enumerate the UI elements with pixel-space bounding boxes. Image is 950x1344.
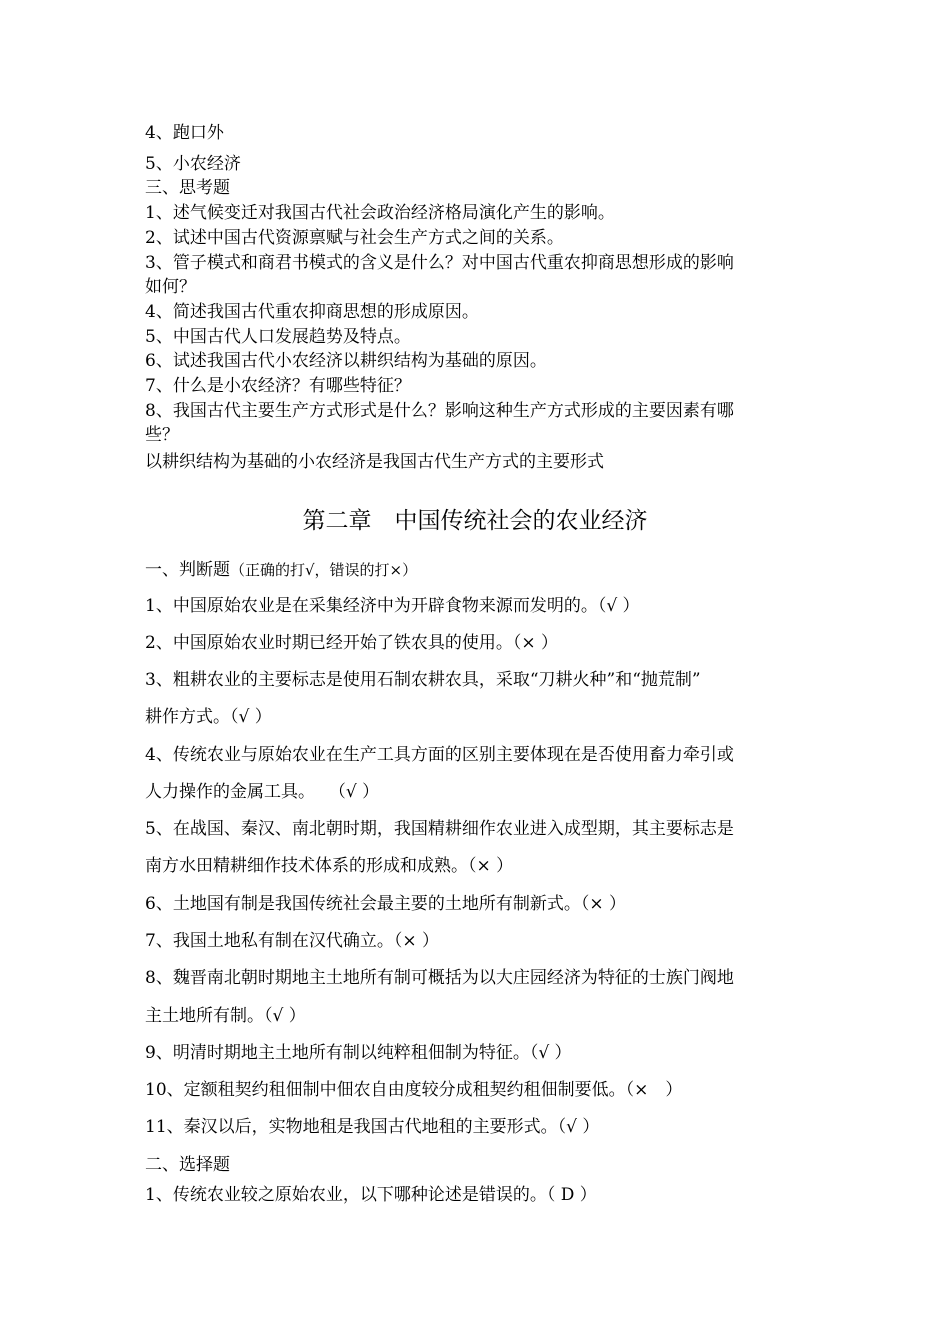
text-line: 11、秦汉以后，实物地租是我国古代地租的主要形式。（√ ） [145,1117,600,1137]
section-heading [145,558,825,582]
text-line: 6、试述我国古代小农经济以耕织结构为基础的原因。 [145,351,547,371]
text-line: 以耕织结构为基础的小农经济是我国古代生产方式的主要形式 [145,452,604,472]
text-line: 1、传统农业较之原始农业，以下哪种论述是错误的。（ D ） [145,1185,597,1205]
text-line: 人力操作的金属工具。 （√ ） [145,782,380,802]
judge-note: （正确的打√，错误的打×） [230,561,418,579]
text-line: 些？ [145,425,179,445]
chapter-title: 第二章 中国传统社会的农业经济 [302,508,648,534]
text-line: 主土地所有制。（√ ） [145,1006,306,1026]
text-line: 10、定额租契约租佃制中佃农自由度较分成租契约租佃制要低。（× ） [145,1080,683,1100]
text-line: 4、跑口外 [145,123,224,143]
text-line: 耕作方式。（√ ） [145,707,272,727]
section-heading: 三、思考题 [145,178,230,198]
text-line: 3、管子模式和商君书模式的含义是什么？对中国古代重农抑商思想形成的影响 [145,253,734,273]
text-line: 8、魏晋南北朝时期地主土地所有制可概括为以大庄园经济为特征的士族门阀地 [145,968,734,988]
section-heading: 二、选择题 [145,1155,230,1175]
text-line: 6、土地国有制是我国传统社会最主要的土地所有制新式。（× ） [145,894,626,914]
text-line: 9、明清时期地主土地所有制以纯粹租佃制为特征。（√ ） [145,1043,572,1063]
text-line: 2、试述中国古代资源禀赋与社会生产方式之间的关系。 [145,228,564,248]
text-line: 4、传统农业与原始农业在生产工具方面的区别主要体现在是否使用畜力牵引或 [145,745,734,765]
judge-heading: 一、判断题 [145,560,230,580]
text-line: 5、小农经济 [145,154,241,174]
text-line: 4、简述我国古代重农抑商思想的形成原因。 [145,302,479,322]
text-line: 3、粗耕农业的主要标志是使用石制农耕农具，采取“刀耕火种”和“抛荒制” [145,670,701,690]
text-line: 如何？ [145,277,196,297]
text-line: 7、什么是小农经济？有哪些特征？ [145,376,411,396]
text-line: 8、我国古代主要生产方式形式是什么？影响这种生产方式形成的主要因素有哪 [145,401,734,421]
text-line: 1、述气候变迁对我国古代社会政治经济格局演化产生的影响。 [145,203,615,223]
text-line: 1、中国原始农业是在采集经济中为开辟食物来源而发明的。（√ ） [145,596,640,616]
text-line: 南方水田精耕细作技术体系的形成和成熟。（× ） [145,856,514,876]
text-line: 2、中国原始农业时期已经开始了铁农具的使用。（× ） [145,633,558,653]
text-line: 5、在战国、秦汉、南北朝时期，我国精耕细作农业进入成型期，其主要标志是 [145,819,734,839]
text-line: 7、我国土地私有制在汉代确立。（× ） [145,931,439,951]
text-line: 5、中国古代人口发展趋势及特点。 [145,327,411,347]
